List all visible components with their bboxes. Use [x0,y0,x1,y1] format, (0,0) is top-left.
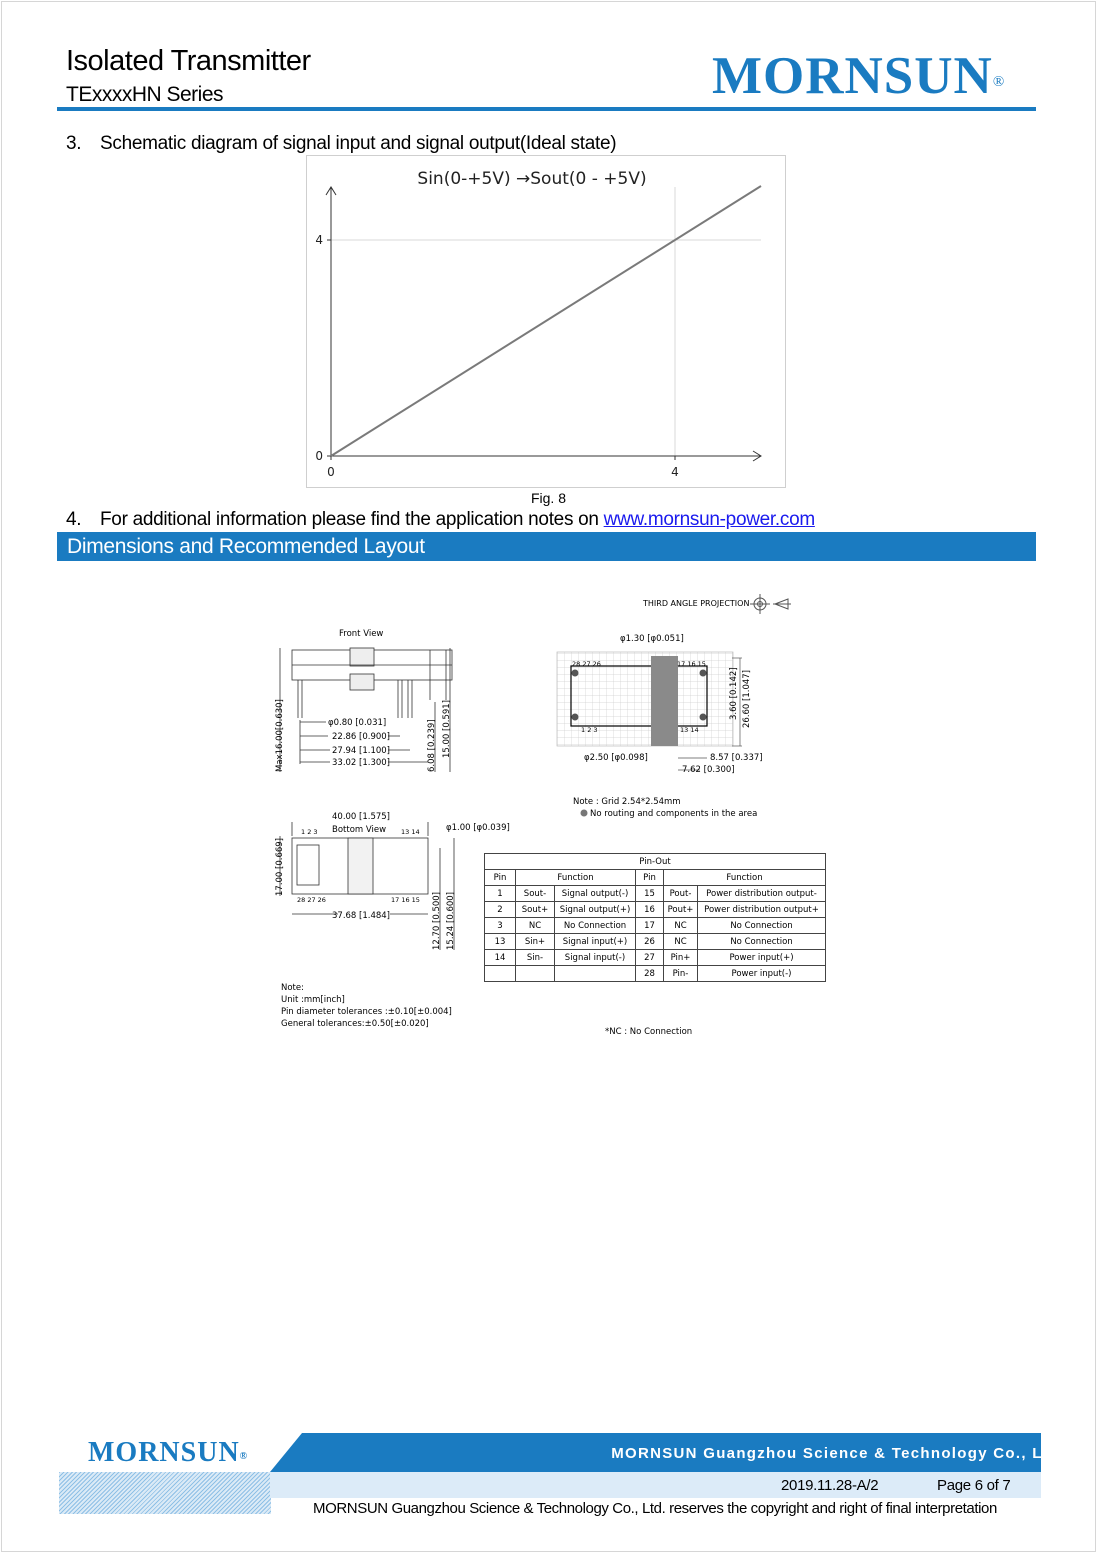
x-tick-label: 0 [327,465,335,479]
table-cell: 3 [485,918,516,934]
table-cell: Pout+ [664,902,698,918]
table-cell: 28 [636,966,664,982]
layout-dim-d: 7.62 [0.300] [682,765,735,775]
grid-note: Note : Grid 2.54*2.54mm [573,797,681,807]
projection-label: THIRD ANGLE PROJECTION [643,599,750,608]
notes-heading: Note: [281,983,304,993]
pinout-header-function: Function [516,870,636,886]
table-cell: 2 [485,902,516,918]
nc-note: *NC : No Connection [605,1027,693,1037]
front-dim-b: 27.94 [1.100] [332,746,391,756]
keepout-dot [581,810,588,817]
y-tick-label: 4 [315,233,323,247]
pinout-table [484,853,826,982]
footer-registered-mark: ® [239,1451,249,1462]
table-row [485,934,826,950]
footer-date: 2019.11.28-A/2 [781,1477,879,1494]
bottom-view-label: Bottom View [332,825,387,835]
footer-stripe [59,1472,271,1514]
table-cell: Signal output(-) [555,886,636,902]
table-cell [485,966,516,982]
table-row [485,902,826,918]
footer-info-bar [270,1472,1041,1498]
table-cell: No Connection [698,918,826,934]
front-dim-height: Max16.00[0.630] [275,699,285,772]
table-cell: No Connection [555,918,636,934]
notes-line: Pin diameter tolerances :±0.10[±0.004] [281,1007,452,1017]
table-cell: Signal output(+) [555,902,636,918]
table-cell: 14 [485,950,516,966]
section-3-number: 3. [66,133,82,154]
bottom-dim-length: 40.00 [1.575] [332,812,391,822]
front-dim-d: 6.08 [0.239] [427,719,437,772]
table-cell: 13 [485,934,516,950]
table-row [485,886,826,902]
chart-title: Sin(0-+5V) →Sout(0 - +5V) [417,169,647,189]
keepout-note: No routing and components in the area [590,809,758,819]
layout-dim-a: 3.60 [0.142] [729,667,739,720]
dimension-notes [281,982,452,1030]
bottom-dim-a: 12.70 [0.500] [432,891,442,950]
header-rule [57,107,1036,111]
table-cell: Power distribution output- [698,886,826,902]
doc-title: Isolated Transmitter [66,45,311,77]
layout-pins-top-right: 17 16 15 [677,660,706,668]
bottom-pins-bottom-right: 17 16 15 [391,896,420,904]
front-dim-a: 22.86 [0.900] [332,732,391,742]
front-dim-c: 33.02 [1.300] [332,758,391,768]
layout-dim-hole: φ1.30 [φ0.051] [620,634,684,644]
table-cell: 15 [636,886,664,902]
table-cell: Pout- [664,886,698,902]
table-cell: 26 [636,934,664,950]
table-cell: NC [664,918,698,934]
table-row [485,966,826,982]
table-cell: Power distribution output+ [698,902,826,918]
footer-page-number: Page 6 of 7 [937,1477,1011,1494]
table-cell: 1 [485,886,516,902]
section-4-heading [66,509,815,531]
table-cell: Power input(-) [698,966,826,982]
bottom-dim-width: 17.00 [0.669] [275,837,285,896]
table-cell: Sout- [516,886,555,902]
table-cell: Sout+ [516,902,555,918]
layout-pins-bottom-left: 1 2 3 [581,726,598,734]
table-row [485,918,826,934]
bottom-pins-top-right: 13 14 [401,828,420,836]
doc-series: TExxxxHN Series [66,83,224,106]
notes-line: General tolerances:±0.50[±0.020] [281,1019,429,1029]
layout-dim-b: 26.60 [1.047] [742,669,752,728]
front-dim-pin-dia: φ0.80 [0.031] [328,718,387,728]
front-dim-e: 15.00 [0.591] [442,699,452,758]
table-cell: 27 [636,950,664,966]
table-cell: Signal input(+) [555,934,636,950]
table-cell: Power input(+) [698,950,826,966]
footer-logo [88,1436,248,1470]
bottom-pins-bottom-left: 28 27 26 [297,896,326,904]
table-cell: 16 [636,902,664,918]
layout-dim-c: 8.57 [0.337] [710,753,763,763]
registered-mark: ® [992,74,1006,90]
table-cell: Pin- [664,966,698,982]
projection-icon [750,594,791,614]
y-tick-label: 0 [315,449,323,463]
table-cell: NC [664,934,698,950]
section-3-heading [66,133,616,155]
table-cell [555,966,636,982]
bottom-dim-b: 15.24 [0.600] [446,891,456,950]
table-cell: Signal input(-) [555,950,636,966]
website-link[interactable]: www.mornsun-power.com [603,509,815,530]
table-cell: NC [516,918,555,934]
table-cell: Pin+ [664,950,698,966]
header-logo [712,46,1005,106]
bottom-dim-span: 37.68 [1.484] [332,911,391,921]
table-cell: Sin- [516,950,555,966]
table-cell: Sin+ [516,934,555,950]
section-4-text: For additional information please find the application notes on [100,509,599,530]
pinout-title: Pin-Out [485,854,826,870]
front-view-label: Front View [339,629,384,639]
layout-pins-top-left: 28 27 26 [572,660,601,668]
section-3-text: Schematic diagram of signal input and signal output(Ideal state) [100,133,617,154]
layout-dim-pad: φ2.50 [φ0.098] [584,753,648,763]
bottom-view-body [280,822,454,950]
table-cell [516,966,555,982]
section-band-title: Dimensions and Recommended Layout [57,532,1036,561]
section-4-number: 4. [66,509,82,530]
signal-chart [306,155,786,488]
bottom-dim-hole: φ1.00 [φ0.039] [446,823,510,833]
pinout-header-pin-2: Pin [636,870,664,886]
table-cell: 17 [636,918,664,934]
footer-copyright: MORNSUN Guangzhou Science & Technology Co., Ltd. reserves the copyright and right of final interpretation [313,1500,997,1517]
pinout-header-pin: Pin [485,870,516,886]
x-tick-label: 4 [671,465,679,479]
pinout-header-function-2: Function [664,870,826,886]
footer-company: MORNSUN Guangzhou Science & Technology Co., Ltd. [611,1445,1065,1462]
bottom-pins-top-left: 1 2 3 [301,828,318,836]
figure-caption: Fig. 8 [530,490,566,506]
layout-pins-bottom-right: 13 14 [680,726,699,734]
header-logo-text: MORNSUN [712,47,993,105]
footer-logo-text: MORNSUN [88,1437,240,1468]
notes-line: Unit :mm[inch] [281,995,345,1005]
table-cell: No Connection [698,934,826,950]
table-row [485,950,826,966]
